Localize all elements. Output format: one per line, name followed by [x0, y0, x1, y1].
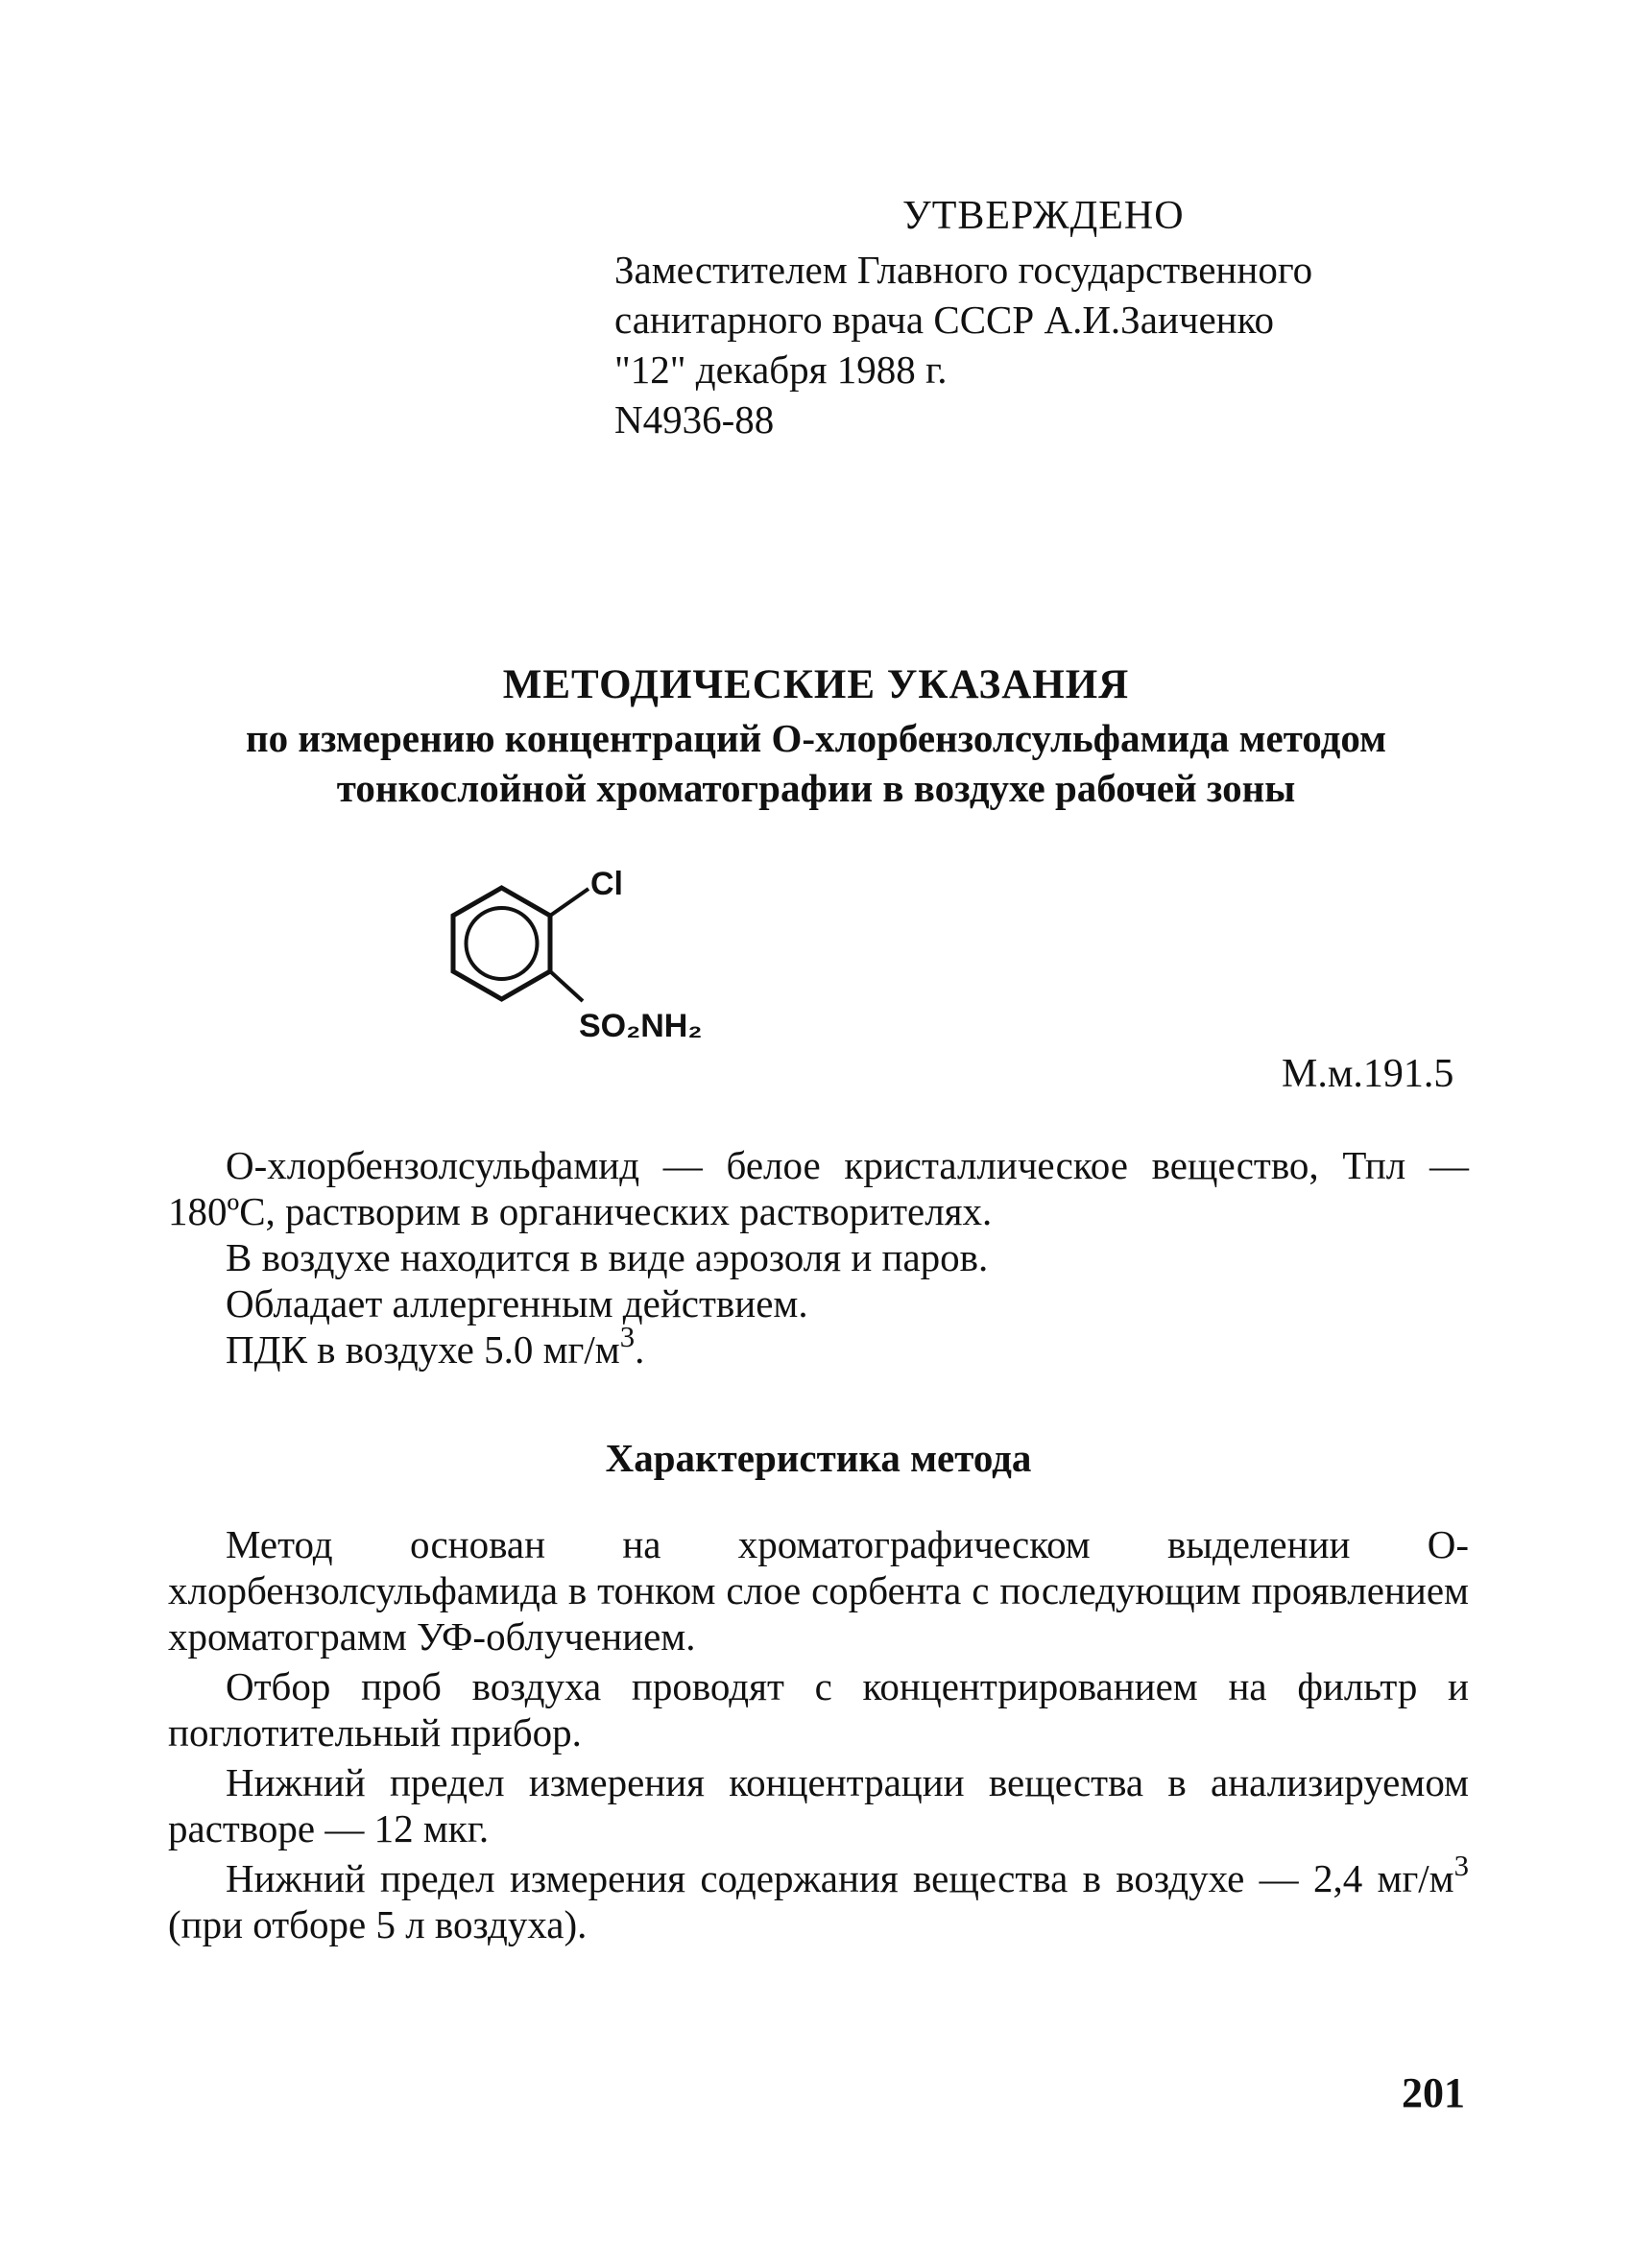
properties-paragraph: О-хлорбензолсульфамид — белое кристаллическое вещество, Тпл — 180ºС, растворим в органических растворителях.	[168, 1143, 1469, 1233]
approval-line: Заместителем Главного государственного	[614, 248, 1313, 292]
title-main: МЕТОДИЧЕСКИЕ УКАЗАНИЯ	[502, 662, 1130, 707]
method-paragraph: Нижний предел измерения концентрации вещества в анализируемом растворе — 12 мкг.	[168, 1760, 1469, 1850]
limit-text: Нижний предел измерения содержания вещества в воздухе — 2,4 мг/м	[226, 1856, 1454, 1900]
structural-formula	[379, 845, 763, 1094]
title-subtitle-line: тонкослойной хроматографии в воздухе рабочей зоны	[336, 766, 1296, 810]
properties-paragraph: Обладает аллергенным действием.	[226, 1281, 808, 1325]
approval-date: "12" декабря 1988 г.	[614, 347, 948, 392]
method-paragraph	[168, 1850, 1469, 1947]
mac-end: .	[635, 1327, 645, 1372]
molar-mass: М.м.191.5	[1282, 1052, 1454, 1096]
approval-block	[614, 187, 1478, 444]
mac-superscript: 3	[619, 1321, 636, 1354]
page-number: 201	[1402, 2069, 1465, 2116]
document-title	[96, 657, 1536, 813]
bond-cl	[550, 889, 588, 916]
approval-number: N4936-88	[614, 397, 775, 442]
limit-superscript: 3	[1453, 1850, 1469, 1883]
chlorine-label: Cl	[590, 866, 623, 902]
title-subtitle-line: по измерению концентраций О-хлорбензолсульфамида методом	[245, 716, 1387, 760]
mac-text: ПДК в воздухе 5.0 мг/м	[226, 1327, 620, 1372]
method-paragraph: Метод основан на хроматографическом выделении О-хлорбензолсульфамида в тонком слое сорбента с последующим проявлением хроматограмм УФ-облучением.	[168, 1522, 1469, 1659]
approval-line: санитарного врача СССР А.И.Заиченко	[614, 298, 1274, 342]
mac-paragraph	[168, 1321, 1469, 1373]
method-block	[168, 1521, 1469, 1947]
approval-heading: УТВЕРЖДЕНО	[902, 194, 1185, 238]
method-paragraph: Отбор проб воздуха проводят с концентрированием на фильтр и поглотительный прибор.	[168, 1664, 1469, 1755]
sulfonamide-label: SO₂NH₂	[579, 1008, 703, 1044]
aromatic-circle	[467, 908, 538, 979]
section-heading: Характеристика метода	[605, 1436, 1032, 1480]
limit-end: (при отборе 5 л воздуха).	[168, 1902, 588, 1946]
properties-block	[168, 1142, 1469, 1373]
bond-so2nh2	[550, 971, 583, 1001]
properties-paragraph: В воздухе находится в виде аэрозоля и паров.	[226, 1235, 989, 1279]
